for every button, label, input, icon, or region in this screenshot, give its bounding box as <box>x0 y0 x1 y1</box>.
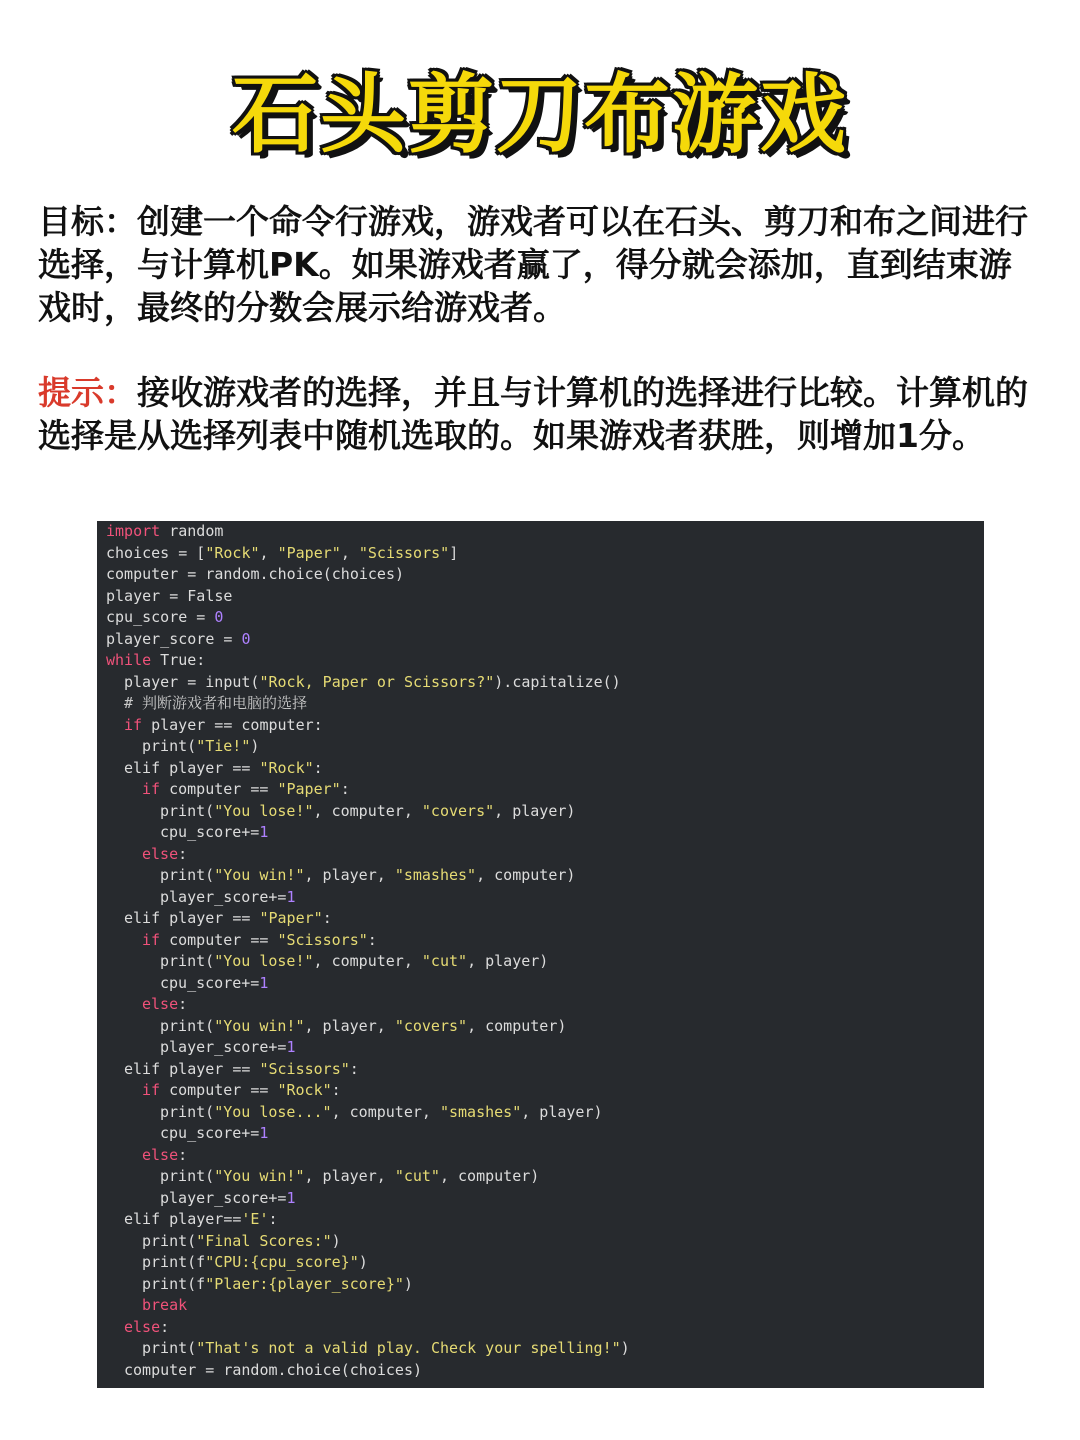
code-line <box>106 564 404 586</box>
code-token: 1 <box>259 1124 269 1142</box>
code-token: , player, <box>304 1167 395 1185</box>
code-token: random <box>160 522 224 540</box>
code-token: , computer, <box>331 1102 440 1121</box>
code-token: , player) <box>521 1102 603 1121</box>
page-title: 石头剪刀布游戏 <box>232 65 848 165</box>
code-line <box>106 629 251 651</box>
code-token: if <box>142 780 161 798</box>
code-token: computer == <box>160 930 278 949</box>
code-line <box>124 693 307 715</box>
code-token: player == computer: <box>142 715 323 734</box>
code-token: "Final Scores:" <box>196 1231 332 1250</box>
code-line <box>142 1295 187 1317</box>
code-token: : <box>331 1081 341 1099</box>
code-token: player_score+= <box>160 1188 287 1207</box>
code-token: , computer, <box>313 801 422 820</box>
code-token: print( <box>160 1102 215 1121</box>
code-token: "Scissors" <box>277 930 368 949</box>
code-token: 1 <box>286 887 296 906</box>
code-token: "Rock" <box>259 758 314 777</box>
code-line <box>160 973 268 995</box>
code-token: cpu_score+= <box>160 1124 260 1142</box>
code-token: , player, <box>304 1016 395 1035</box>
code-token: "Rock" <box>277 1081 332 1099</box>
code-token: print( <box>160 1016 215 1035</box>
code-token: elif player == <box>124 758 260 777</box>
code-line <box>160 822 268 844</box>
code-token: : <box>160 1317 170 1336</box>
code-line <box>124 715 323 737</box>
code-token: ) <box>358 1253 368 1271</box>
code-token: , <box>340 543 359 562</box>
code-line <box>106 543 458 565</box>
code-token: # 判断游戏者和电脑的选择 <box>124 694 308 712</box>
code-line <box>142 1080 341 1102</box>
code-token: "covers" <box>394 1016 468 1035</box>
code-line <box>142 1338 630 1360</box>
code-block <box>97 521 984 1388</box>
code-token: print( <box>142 1231 197 1250</box>
code-token: elif player == <box>124 909 260 927</box>
code-token: cpu_score+= <box>160 823 260 841</box>
code-token: ) <box>403 1274 413 1293</box>
code-line <box>124 908 332 930</box>
code-token: , computer) <box>439 1167 540 1185</box>
code-token: cpu_score+= <box>160 973 260 992</box>
code-token: break <box>142 1296 188 1314</box>
code-token: if <box>142 930 161 949</box>
code-line <box>124 1209 278 1231</box>
code-token: : <box>340 780 350 798</box>
code-token: ] <box>449 543 459 562</box>
code-token: computer = random.choice(choices) <box>124 1360 423 1379</box>
code-token: "smashes" <box>394 866 477 884</box>
code-token: while <box>106 651 152 669</box>
code-line <box>142 736 259 758</box>
code-token: elif player== <box>124 1210 242 1228</box>
code-token: computer == <box>160 1081 278 1099</box>
code-token: , computer, <box>313 952 422 970</box>
code-line <box>160 1188 295 1210</box>
code-token: 0 <box>241 629 251 648</box>
code-line <box>160 951 548 973</box>
code-line <box>142 1145 187 1167</box>
code-token: 1 <box>286 1188 296 1207</box>
code-token: player_score+= <box>160 887 287 906</box>
code-token: if <box>142 1081 161 1099</box>
code-token: "Scissors" <box>259 1059 350 1078</box>
code-token: else <box>142 844 179 863</box>
code-token: True: <box>151 651 206 669</box>
hint-text: 接收游戏者的选择，并且与计算机的选择进行比较。计算机的选择是从选择列表中随机选取的。如果游戏者获胜，则增加1分。 <box>38 373 1028 455</box>
code-token: "Rock, Paper or Scissors?" <box>259 672 495 691</box>
goal-label: 目标： <box>38 202 137 241</box>
code-line <box>124 672 621 694</box>
code-line <box>124 1360 422 1382</box>
code-token: : <box>322 909 332 927</box>
code-token: else <box>124 1317 161 1336</box>
code-line <box>160 1102 603 1124</box>
code-token: "You lose..." <box>214 1102 332 1121</box>
code-token: import <box>106 522 161 540</box>
code-token: print( <box>160 866 215 884</box>
code-token: : <box>178 995 188 1013</box>
code-token: : <box>178 1145 188 1164</box>
code-token: "cut" <box>421 952 468 970</box>
code-line <box>106 521 223 543</box>
code-token: "CPU:{cpu_score}" <box>205 1253 359 1271</box>
code-line <box>106 650 205 672</box>
code-token: "You lose!" <box>214 952 314 970</box>
code-token: print( <box>160 801 215 820</box>
code-token: "Rock" <box>205 543 260 562</box>
code-line <box>142 779 350 801</box>
code-line <box>160 1166 539 1188</box>
hint-paragraph <box>38 371 1038 457</box>
code-token: , computer) <box>467 1016 567 1035</box>
code-token: , player) <box>467 952 549 970</box>
code-line <box>160 1016 566 1038</box>
code-token: choices = [ <box>106 543 206 562</box>
code-token: "Plaer:{player_score}" <box>205 1274 404 1293</box>
code-token: : <box>178 844 188 863</box>
code-token: "Scissors" <box>358 543 450 562</box>
code-line <box>142 1231 341 1253</box>
code-line <box>124 1317 169 1339</box>
code-line <box>160 1123 268 1145</box>
code-token: , computer) <box>476 866 576 884</box>
goal-text: 创建一个命令行游戏，游戏者可以在石头、剪刀和布之间进行选择，与计算机PK。如果游戏者赢了，得分就会添加，直到结束游戏时，最终的分数会展示给游戏者。 <box>38 202 1028 327</box>
code-line <box>160 1037 295 1059</box>
code-token: print( <box>142 737 197 755</box>
code-token: 1 <box>259 973 269 992</box>
code-token: if <box>124 715 143 734</box>
code-token: ) <box>620 1339 630 1357</box>
code-token: "Tie!" <box>196 737 251 755</box>
code-token: "You win!" <box>214 866 305 884</box>
code-token: computer == <box>160 780 278 798</box>
code-line <box>142 1252 368 1274</box>
code-token: ) <box>250 737 260 755</box>
code-token: 1 <box>259 823 269 841</box>
code-line <box>124 1059 359 1081</box>
code-line <box>160 887 295 909</box>
code-token: print(f <box>142 1253 206 1271</box>
code-token: else <box>142 1145 179 1164</box>
code-token: print(f <box>142 1274 206 1293</box>
code-token: cpu_score = <box>106 608 215 626</box>
code-token: : <box>367 930 377 949</box>
code-token: 'E' <box>241 1210 269 1228</box>
code-token: else <box>142 995 179 1013</box>
code-token: computer = random.choice(choices) <box>106 565 405 583</box>
code-token: , <box>259 543 278 562</box>
code-token: "smashes" <box>439 1102 522 1121</box>
code-token: elif player == <box>124 1059 260 1078</box>
code-token: "You win!" <box>214 1016 305 1035</box>
code-token: ) <box>331 1231 341 1250</box>
code-token: player_score+= <box>160 1038 287 1056</box>
code-token: print( <box>160 1167 215 1185</box>
code-token: "You win!" <box>214 1167 305 1185</box>
code-line <box>142 1274 413 1296</box>
code-token: , player) <box>494 801 576 820</box>
code-token: "cut" <box>394 1167 440 1185</box>
code-token: player = False <box>106 586 233 605</box>
hint-label: 提示： <box>38 373 137 412</box>
code-token: player_score = <box>106 629 242 648</box>
code-token: "covers" <box>421 801 495 820</box>
code-token: print( <box>142 1339 197 1357</box>
code-token: , player, <box>304 866 395 884</box>
code-token: "Paper" <box>277 543 341 562</box>
code-token: : <box>349 1059 359 1078</box>
code-token: 0 <box>214 608 224 626</box>
code-line <box>124 758 323 780</box>
code-token: "That's not a valid play. Check your spelling!" <box>196 1339 621 1357</box>
code-token: print( <box>160 952 215 970</box>
code-line <box>142 994 187 1016</box>
code-token: : <box>313 758 323 777</box>
code-token: player = input( <box>124 672 260 691</box>
code-token: : <box>268 1210 278 1228</box>
code-line <box>160 801 575 823</box>
code-line <box>142 930 377 952</box>
code-token: 1 <box>286 1038 296 1056</box>
code-line <box>142 844 187 866</box>
code-line <box>160 865 575 887</box>
code-line <box>106 607 223 629</box>
code-token: "Paper" <box>277 780 341 798</box>
goal-paragraph <box>38 200 1038 329</box>
code-token: "Paper" <box>259 909 323 927</box>
code-token: "You lose!" <box>214 801 314 820</box>
code-line <box>106 586 232 608</box>
code-token: ).capitalize() <box>494 672 621 691</box>
